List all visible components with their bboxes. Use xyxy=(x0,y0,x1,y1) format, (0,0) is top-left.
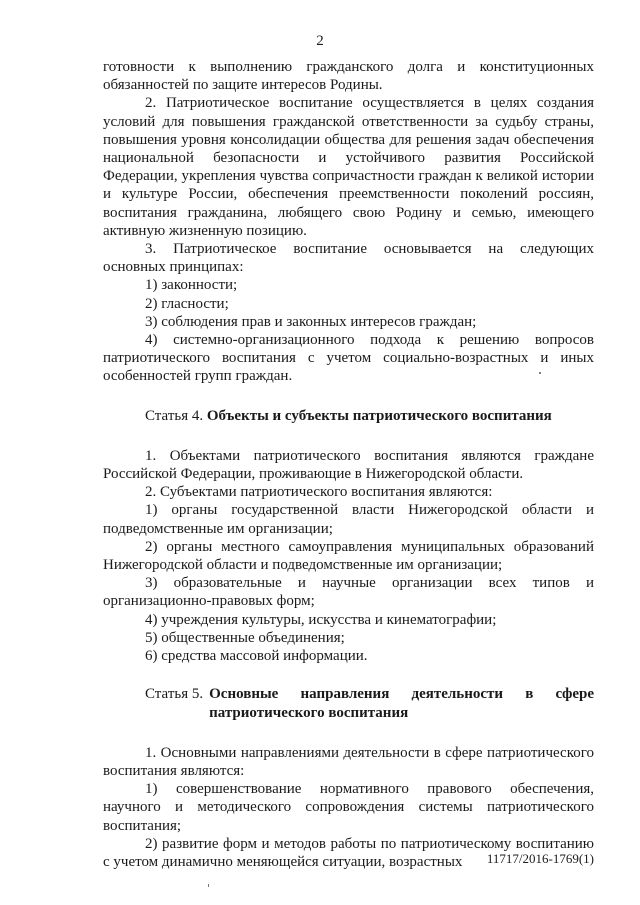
article-5-title: Основные направления деятельности в сфере патриотического воспитания xyxy=(209,686,594,721)
article-5-heading xyxy=(103,685,594,721)
document-code: 11717/2016-1769(1) xyxy=(486,851,594,866)
list-item-forms-methods: 2) развитие форм и методов работы по патриотическому воспитанию с учетом динамично меняющейся ситуации, возрастных xyxy=(103,835,594,870)
paragraph-subjects-intro: 2. Субъектами патриотического воспитания являются: xyxy=(145,484,493,501)
article-4-label: Статья 4. xyxy=(145,407,204,424)
list-item-state-bodies: 1) органы государственной власти Нижегородской области и подведомственные им организации; xyxy=(103,502,594,537)
scan-speck xyxy=(208,884,209,887)
paragraph-continuation: готовности к выполнению гражданского долга и конституционных обязанностей по защите интересов Родины. xyxy=(103,59,594,94)
article-5-label: Статья 5. xyxy=(145,686,204,703)
list-item-legality: 1) законности; xyxy=(145,277,238,294)
paragraph-directions-intro: 1. Основными направлениями деятельности в сфере патриотического воспитания являются: xyxy=(103,744,594,779)
article-4-heading xyxy=(103,407,594,425)
document-body xyxy=(103,58,594,871)
page-number: 2 xyxy=(316,33,324,49)
list-item-culture: 4) учреждения культуры, искусства и кинематографии; xyxy=(145,611,497,628)
list-item-mass-media: 6) средства массовой информации. xyxy=(145,648,368,665)
paragraph-goal: 2. Патриотическое воспитание осуществляется в целях создания условий для повышения гражданской ответственности за судьбу страны, повышения уровня консолидации общества для решения задач обеспечения национальной безопасности и устойчивого развития Российской Федерации, укрепления чувства сопричастности граждан к великой истории и культуре России, обеспечения преемственности поколений россиян, воспитания гражданина, любящего свою Родину и семью, имеющего активную жизненную позицию. xyxy=(103,95,594,239)
paragraph-objects: 1. Объектами патриотического воспитания являются граждане Российской Федерации, проживающие в Нижегородской области. xyxy=(103,447,594,483)
list-item-regulatory: 1) совершенствование нормативного правового обеспечения, научного и методического сопровождения системы патриотического воспитания; xyxy=(103,781,594,834)
list-item-publicity: 2) гласности; xyxy=(145,295,229,312)
list-item-public-associations: 5) общественные объединения; xyxy=(145,629,345,646)
article-4-title: Объекты и субъекты патриотического воспитания xyxy=(206,407,552,424)
list-item-educational: 3) образовательные и научные организации всех типов и организационно-правовых форм; xyxy=(103,575,594,610)
list-item-local-bodies: 2) органы местного самоуправления муниципальных образований Нижегородской области и подведомственные им организации; xyxy=(103,538,594,574)
scan-dot xyxy=(539,372,541,374)
list-item-rights: 3) соблюдения прав и законных интересов граждан; xyxy=(145,313,477,330)
list-item-systemic: 4) системно-организационного подхода к решению вопросов патриотического воспитания с учетом социально-возрастных и иных особенностей групп граждан. xyxy=(103,332,594,385)
paragraph-principles-intro: 3. Патриотическое воспитание основывается на следующих основных принципах: xyxy=(103,241,594,276)
